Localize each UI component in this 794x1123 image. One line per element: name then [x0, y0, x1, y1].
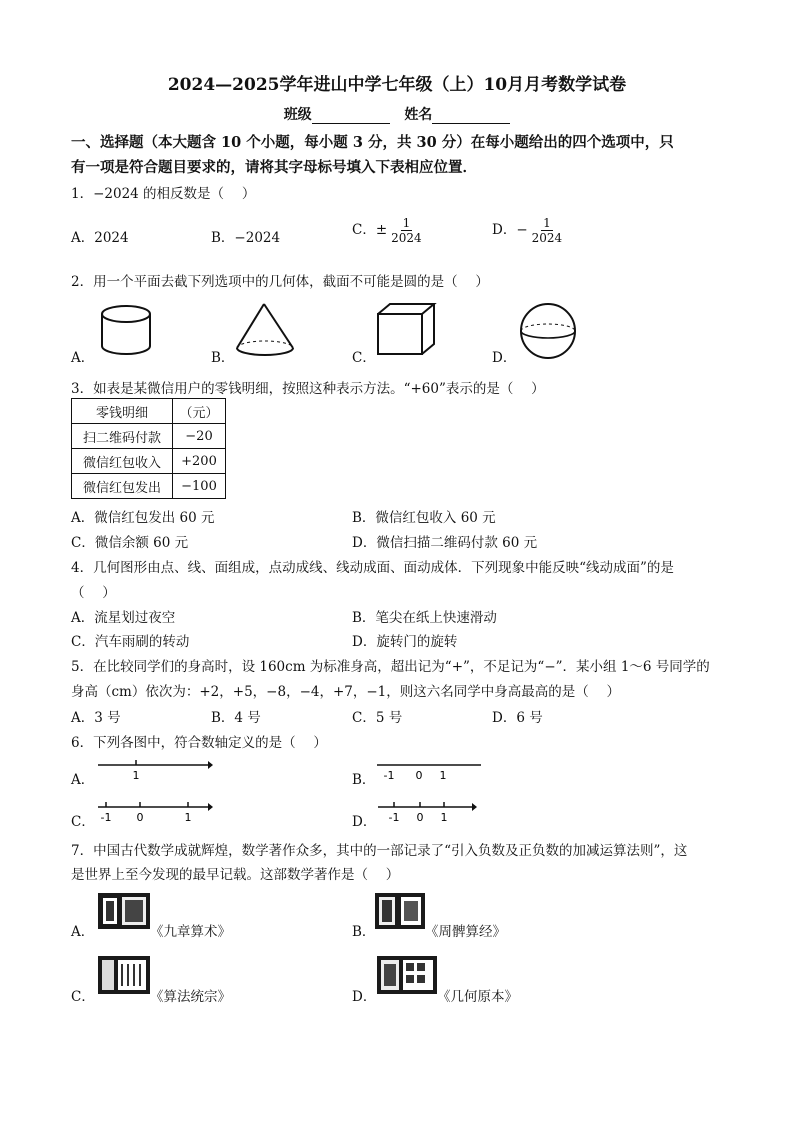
q5-option-d[interactable]: D．6 号 [492, 710, 543, 726]
table-cell: −20 [173, 424, 226, 449]
q6-option-a[interactable]: A． [71, 772, 95, 788]
tick-label: -1 [383, 769, 395, 782]
q1-option-b[interactable]: B．−2024 [211, 230, 281, 246]
q5-stem-cont: 身高（cm）依次为：+2，+5，−8，−4，+7，−1，则这六名同学中身高最高的是（ ） [71, 684, 621, 700]
q4-option-a[interactable]: A．流星划过夜空 [71, 610, 176, 626]
table-row [72, 449, 226, 474]
table-row [72, 399, 226, 424]
q6-option-c[interactable]: C． [71, 814, 95, 830]
q7-option-c-title: 《算法统宗》 [150, 989, 231, 1005]
class-blank[interactable] [312, 123, 390, 124]
name-label: 姓名 [404, 107, 433, 123]
table-row [72, 424, 226, 449]
table-cell: −100 [173, 474, 226, 499]
q4-option-d[interactable]: D．旋转门的旋转 [352, 634, 458, 650]
q1-option-d-fraction [530, 216, 565, 245]
fraction-numerator: 1 [543, 216, 551, 230]
cylinder-figure [100, 304, 154, 356]
q5-option-b[interactable]: B．4 号 [211, 710, 261, 726]
sphere-figure [518, 302, 578, 360]
q2-option-d[interactable]: D． [492, 350, 517, 366]
number-line-b [377, 760, 482, 782]
book-cover-c-icon [98, 956, 150, 994]
table-cell: 零钱明细 [72, 399, 173, 424]
exam-title: 2024—2025学年进山中学七年级（上）10月月考数学试卷 [167, 75, 627, 95]
q4-stem: 4．几何图形由点、线、面组成，点动成线、线动成面、面动成体．下列现象中能反映“线动成面”的是 [71, 560, 674, 576]
table-row [72, 474, 226, 499]
q3-stem: 3．如表是某微信用户的零钱明细，按照这种表示方法。“+60”表示的是（ ） [71, 381, 545, 397]
tick-label: 0 [136, 811, 144, 824]
name-blank[interactable] [432, 123, 510, 124]
fraction-numerator: 1 [402, 216, 411, 230]
q4-option-c[interactable]: C．汽车雨刷的转动 [71, 634, 190, 650]
book-cover-a-icon [98, 893, 150, 929]
q7-option-d-title: 《几何原本》 [437, 989, 518, 1005]
tick-label: 1 [440, 811, 448, 824]
class-label: 班级 [283, 107, 312, 123]
cone-figure [235, 302, 295, 358]
q2-option-b[interactable]: B． [211, 350, 235, 366]
tick-label: -1 [100, 811, 112, 824]
tick-label: -1 [388, 811, 400, 824]
q7-stem: 7．中国古代数学成就辉煌，数学著作众多，其中的一部记录了“引入负数及正负数的加减运算法则”，这 [71, 843, 688, 859]
q5-stem: 5．在比较同学们的身高时，设 160cm 为标准身高，超出记为“+”，不足记为“−”．某小组 1～6 号同学的 [71, 659, 710, 675]
q7-option-a[interactable]: A． [71, 924, 95, 940]
number-line-d [378, 802, 478, 824]
number-line-c [98, 802, 213, 824]
q3-option-c[interactable]: C．微信余额 60 元 [71, 535, 189, 551]
fraction-denominator: 2024 [531, 231, 563, 245]
q6-option-d[interactable]: D． [352, 814, 377, 830]
q4-option-b[interactable]: B．笔尖在纸上快速滑动 [352, 610, 497, 626]
q1-option-c-fraction [389, 216, 424, 245]
tick-label: 1 [132, 769, 140, 782]
q7-option-c[interactable]: C． [71, 989, 95, 1005]
q1-option-c-prefix: C．± [352, 222, 388, 238]
q1-option-d[interactable] [492, 216, 564, 245]
q7-stem-cont: 是世界上至今发现的最早记载。这部数学著作是（ ） [71, 867, 400, 883]
table-cell: +200 [173, 449, 226, 474]
q5-option-a[interactable]: A．3 号 [71, 710, 121, 726]
q7-option-a-title: 《九章算术》 [150, 924, 231, 940]
q1-option-d-prefix: D．− [492, 222, 528, 238]
book-cover-d-icon [377, 956, 437, 994]
q6-stem: 6．下列各图中，符合数轴定义的是（ ） [71, 735, 327, 751]
student-info [0, 104, 794, 124]
table-cell: 扫二维码付款 [72, 424, 173, 449]
table-cell: 微信红包收入 [72, 449, 173, 474]
q2-stem: 2．用一个平面去截下列选项中的几何体，截面不可能是圆的是（ ） [71, 274, 489, 290]
q7-option-b[interactable]: B． [352, 924, 376, 940]
q2-option-a[interactable]: A． [71, 350, 95, 366]
q5-option-c[interactable]: C．5 号 [352, 710, 403, 726]
number-line-a [98, 760, 213, 782]
q3-option-a[interactable]: A．微信红包发出 60 元 [71, 510, 215, 526]
tick-label: 1 [439, 769, 447, 782]
q1-option-a[interactable]: A．2024 [71, 230, 129, 246]
q6-option-b[interactable]: B． [352, 772, 376, 788]
q1-option-c[interactable] [352, 216, 424, 245]
q3-option-b[interactable]: B．微信红包收入 60 元 [352, 510, 496, 526]
tick-label: 0 [415, 769, 423, 782]
tick-label: 1 [184, 811, 192, 824]
q7-option-b-title: 《周髀算经》 [425, 924, 506, 940]
book-cover-b-icon [375, 893, 425, 929]
wallet-detail-table [71, 398, 226, 499]
fraction-denominator: 2024 [391, 231, 422, 245]
section-heading: 一、选择题（本大题含 10 个小题，每小题 3 分，共 30 分）在每小题给出的四个选项中，只 [71, 134, 674, 151]
tick-label: 0 [416, 811, 424, 824]
q2-option-c[interactable]: C． [352, 350, 376, 366]
cube-figure [376, 302, 436, 356]
q7-option-d[interactable]: D． [352, 989, 377, 1005]
q3-option-d[interactable]: D．微信扫描二维码付款 60 元 [352, 535, 538, 551]
section-heading-cont: 有一项是符合题目要求的，请将其字母标号填入下表相应位置． [71, 159, 477, 176]
q4-stem-cont: （ ） [71, 585, 116, 601]
table-cell: （元） [173, 399, 226, 424]
table-cell: 微信红包发出 [72, 474, 173, 499]
q1-stem: 1．−2024 的相反数是（ ） [71, 186, 256, 202]
